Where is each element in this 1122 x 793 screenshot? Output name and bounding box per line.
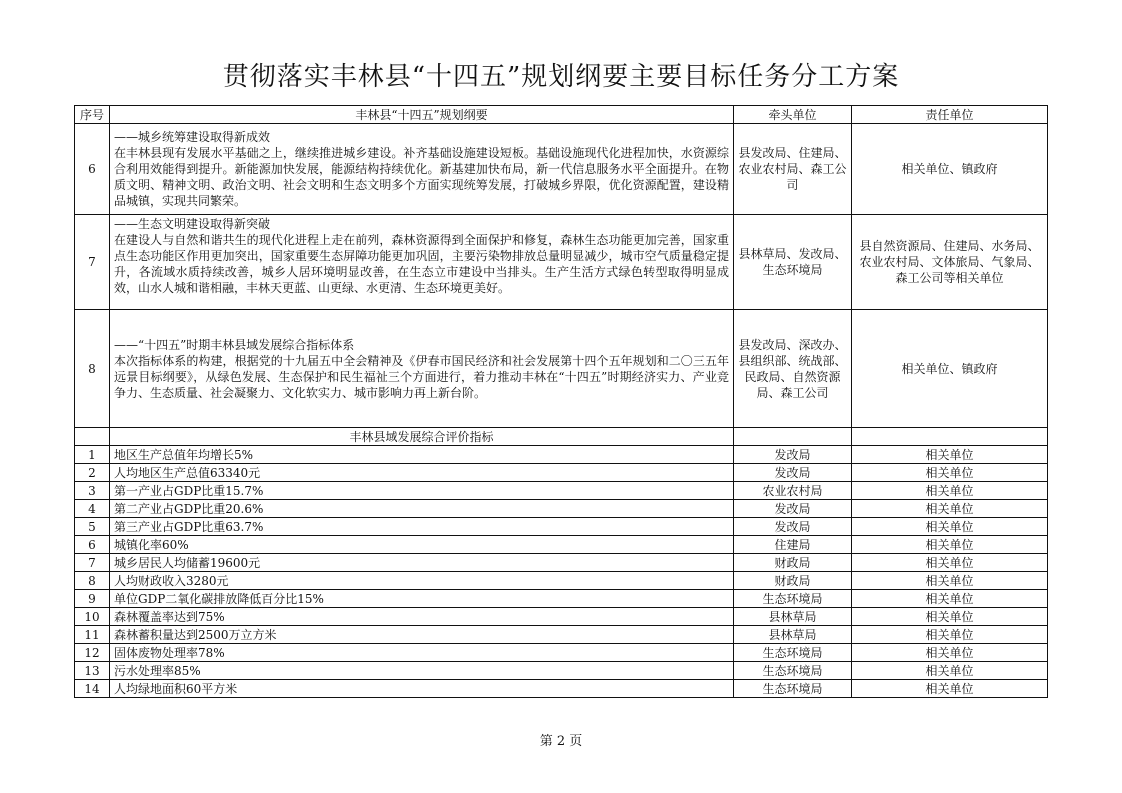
- task-body: 在建设人与自然和谐共生的现代化进程上走在前列，森林资源得到全面保护和修复，森林生态功能更加完善，国家重点生态功能区作用更加突出，国家重要生态屏障功能更加巩固，主要污染物排放总量明显减少，城市空气质量稳定提升，各流域水质持续改善，城乡人居环境明显改善，在生态立市建设中当排头。生产生活方式绿色转型取得明显成效，山水人城和谐相融，丰林天更蓝、山更绿、水更清、生态环境更美好。: [114, 233, 729, 295]
- indicator-lead-unit: 财政局: [734, 554, 852, 572]
- task-allocation-table: [74, 105, 1048, 698]
- indicator-lead-unit: 生态环境局: [734, 662, 852, 680]
- indicator-row: [75, 554, 1048, 572]
- task-responsible-unit: 相关单位、镇政府: [852, 124, 1048, 215]
- indicator-lead-unit: 发改局: [734, 518, 852, 536]
- indicator-lead-unit: 发改局: [734, 446, 852, 464]
- indicator-name: 森林蓄积量达到2500万立方米: [110, 626, 734, 644]
- task-lead-unit: 县林草局、发改局、生态环境局: [734, 215, 852, 310]
- indicator-lead-unit: 农业农村局: [734, 482, 852, 500]
- task-row: [75, 310, 1048, 428]
- indicator-responsible-unit: 相关单位: [852, 572, 1048, 590]
- indicator-seq: 13: [75, 662, 110, 680]
- task-heading: ——生态文明建设取得新突破: [114, 217, 271, 231]
- indicator-responsible-unit: 相关单位: [852, 518, 1048, 536]
- indicator-lead-unit: 财政局: [734, 572, 852, 590]
- indicator-responsible-unit: 相关单位: [852, 554, 1048, 572]
- task-description: [110, 310, 734, 428]
- indicator-responsible-unit: 相关单位: [852, 590, 1048, 608]
- task-responsible-unit: 县自然资源局、住建局、水务局、农业农村局、文体旅局、气象局、森工公司等相关单位: [852, 215, 1048, 310]
- indicator-row: [75, 662, 1048, 680]
- indicator-row: [75, 644, 1048, 662]
- indicator-row: [75, 626, 1048, 644]
- task-seq: 6: [75, 124, 110, 215]
- indicator-lead-unit: 住建局: [734, 536, 852, 554]
- indicator-row: [75, 518, 1048, 536]
- indicator-lead-unit: 发改局: [734, 500, 852, 518]
- indicator-seq: 7: [75, 554, 110, 572]
- task-heading: ——城乡统筹建设取得新成效: [114, 130, 271, 144]
- header-outline: 丰林县“十四五”规划纲要: [110, 106, 734, 124]
- indicator-name: 第三产业占GDP比重63.7%: [110, 518, 734, 536]
- indicator-name: 第二产业占GDP比重20.6%: [110, 500, 734, 518]
- task-description: [110, 215, 734, 310]
- indicator-section-title: 丰林县域发展综合评价指标: [110, 428, 734, 446]
- indicator-row: [75, 608, 1048, 626]
- indicator-row: [75, 680, 1048, 698]
- indicator-row: [75, 464, 1048, 482]
- task-lead-unit: 县发改局、住建局、农业农村局、森工公司: [734, 124, 852, 215]
- task-row: [75, 124, 1048, 215]
- empty-cell: [75, 428, 110, 446]
- indicator-row: [75, 572, 1048, 590]
- indicator-row: [75, 482, 1048, 500]
- indicator-lead-unit: 县林草局: [734, 608, 852, 626]
- header-responsible-unit: 责任单位: [852, 106, 1048, 124]
- indicator-seq: 12: [75, 644, 110, 662]
- indicator-lead-unit: 生态环境局: [734, 644, 852, 662]
- indicator-name: 第一产业占GDP比重15.7%: [110, 482, 734, 500]
- indicator-responsible-unit: 相关单位: [852, 608, 1048, 626]
- document-title: 贯彻落实丰林县“十四五”规划纲要主要目标任务分工方案: [222, 62, 900, 92]
- indicator-seq: 14: [75, 680, 110, 698]
- indicator-name: 城镇化率60%: [110, 536, 734, 554]
- indicator-responsible-unit: 相关单位: [852, 662, 1048, 680]
- indicator-seq: 10: [75, 608, 110, 626]
- page-number: 第 2 页: [539, 734, 583, 749]
- indicator-seq: 4: [75, 500, 110, 518]
- indicator-seq: 5: [75, 518, 110, 536]
- indicator-responsible-unit: 相关单位: [852, 626, 1048, 644]
- task-seq: 8: [75, 310, 110, 428]
- indicator-name: 单位GDP二氧化碳排放降低百分比15%: [110, 590, 734, 608]
- task-row: [75, 215, 1048, 310]
- indicator-row: [75, 590, 1048, 608]
- task-seq: 7: [75, 215, 110, 310]
- empty-cell: [734, 428, 852, 446]
- header-lead-unit: 牵头单位: [734, 106, 852, 124]
- indicator-responsible-unit: 相关单位: [852, 482, 1048, 500]
- indicator-responsible-unit: 相关单位: [852, 680, 1048, 698]
- indicator-lead-unit: 发改局: [734, 464, 852, 482]
- header-seq: 序号: [75, 106, 110, 124]
- indicator-seq: 6: [75, 536, 110, 554]
- indicator-seq: 8: [75, 572, 110, 590]
- indicator-section-row: [75, 428, 1048, 446]
- empty-cell: [852, 428, 1048, 446]
- indicator-name: 人均地区生产总值63340元: [110, 464, 734, 482]
- indicator-row: [75, 446, 1048, 464]
- indicator-name: 城乡居民人均储蓄19600元: [110, 554, 734, 572]
- task-body: 在丰林县现有发展水平基础之上，继续推进城乡建设。补齐基础设施建设短板。基础设施现代化进程加快，水资源综合利用效能得到提升。新能源加快发展，能源结构持续优化。新基建加快布局，新一代信息服务水平全面提升。在物质文明、精神文明、政治文明、社会文明和生态文明多个方面实现统筹发展，打破城乡界限，优化资源配置，建设精品城镇，实现共同繁荣。: [114, 146, 729, 208]
- indicator-lead-unit: 县林草局: [734, 626, 852, 644]
- task-responsible-unit: 相关单位、镇政府: [852, 310, 1048, 428]
- table-header-row: [75, 106, 1048, 124]
- indicator-row: [75, 500, 1048, 518]
- indicator-name: 人均绿地面积60平方米: [110, 680, 734, 698]
- indicator-name: 地区生产总值年均增长5%: [110, 446, 734, 464]
- indicator-row: [75, 536, 1048, 554]
- indicator-name: 污水处理率85%: [110, 662, 734, 680]
- indicator-seq: 1: [75, 446, 110, 464]
- indicator-responsible-unit: 相关单位: [852, 446, 1048, 464]
- indicator-seq: 3: [75, 482, 110, 500]
- indicator-lead-unit: 生态环境局: [734, 680, 852, 698]
- indicator-name: 人均财政收入3280元: [110, 572, 734, 590]
- indicator-seq: 2: [75, 464, 110, 482]
- task-description: [110, 124, 734, 215]
- indicator-name: 森林覆盖率达到75%: [110, 608, 734, 626]
- indicator-name: 固体废物处理率78%: [110, 644, 734, 662]
- indicator-responsible-unit: 相关单位: [852, 464, 1048, 482]
- task-heading: ——“十四五”时期丰林县域发展综合指标体系: [114, 337, 355, 352]
- indicator-lead-unit: 生态环境局: [734, 590, 852, 608]
- indicator-responsible-unit: 相关单位: [852, 644, 1048, 662]
- task-body: 本次指标体系的构建，根据党的十九届五中全会精神及《伊春市国民经济和社会发展第十四个五年规划和二〇三五年远景目标纲要》，从绿色发展、生态保护和民生福祉三个方面进行，着力推动丰林在“十四五”时期经济实力、产业竞争力、生态质量、社会凝聚力、文化软实力、城市影响力再上新台阶。: [114, 353, 729, 400]
- indicator-responsible-unit: 相关单位: [852, 536, 1048, 554]
- task-lead-unit: 县发改局、深改办、县组织部、统战部、民政局、自然资源局、森工公司: [734, 310, 852, 428]
- indicator-responsible-unit: 相关单位: [852, 500, 1048, 518]
- indicator-seq: 11: [75, 626, 110, 644]
- indicator-seq: 9: [75, 590, 110, 608]
